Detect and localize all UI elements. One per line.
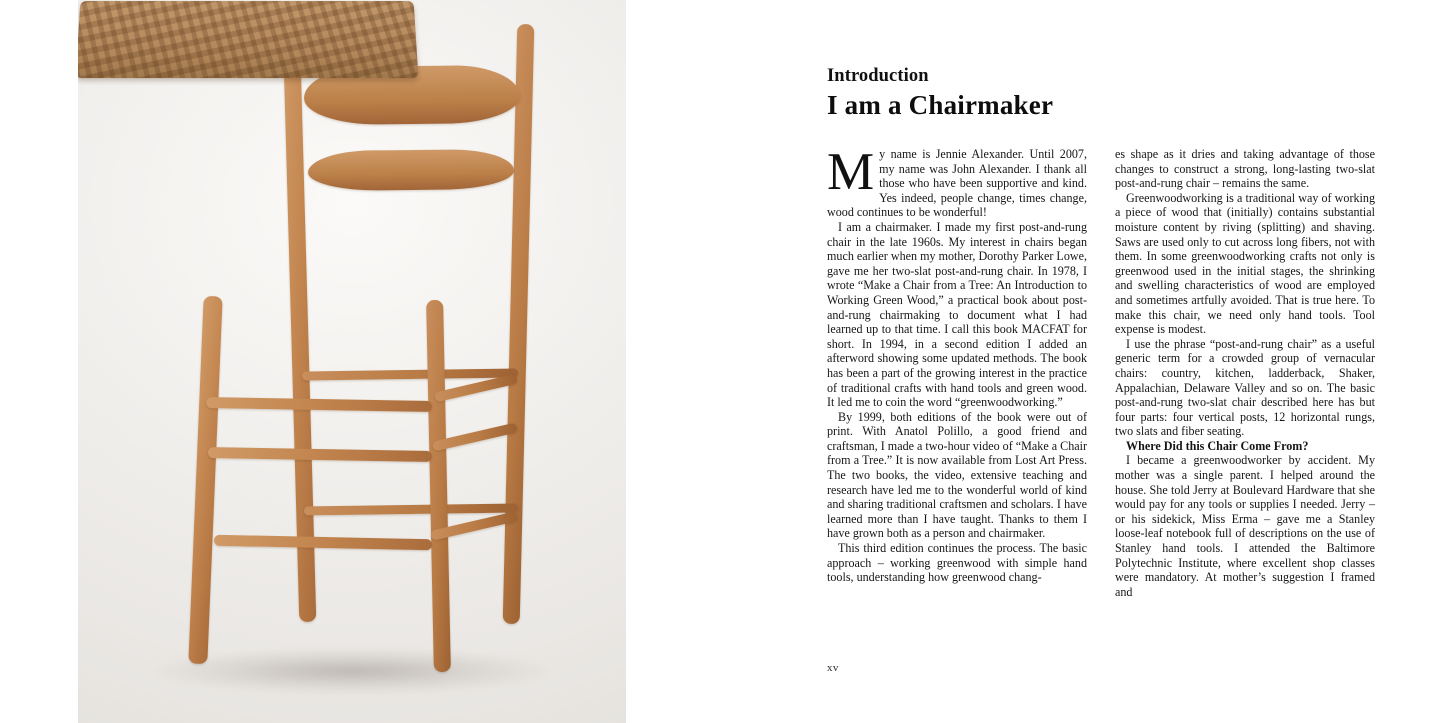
chair-back-post-right — [503, 24, 535, 624]
paragraph-opening-text: y name is Jennie Alexander. Until 2007, my name was John Alexander. I thank all those who have been supportive and kind. Yes indeed, people change, times change, wood continues to be wonderful! — [827, 147, 1087, 220]
paragraph: This third edition continues the process. The basic approach – working greenwood with simple hand tools, understanding how greenwood chang- — [827, 541, 1087, 585]
column-left — [827, 143, 1087, 599]
text-columns — [827, 143, 1375, 599]
drop-cap: M — [827, 143, 875, 201]
left-page — [0, 0, 722, 723]
ladderback-chair — [78, 0, 626, 723]
chapter-text-block — [827, 66, 1375, 599]
chair-slat-lower — [308, 149, 514, 191]
paragraph: Greenwoodworking is a traditional way of working a piece of wood that (initially) contains substantial moisture content by riving (splitting) and shaving. Saws are used only to cut across long fibers, not with them. In some greenwoodworking crafts not only is greenwood used in the initial stages, the shrinking and swelling characteristics of wood are employed and sometimes artfully avoided. That is true here. To make this chair, we need only hand tools. Tool expense is modest. — [1115, 190, 1375, 337]
paragraph-opening — [827, 143, 1087, 220]
page-number: xv — [827, 662, 839, 674]
chair-front-leg-right — [426, 300, 451, 672]
page-title: I am a Chairmaker — [827, 90, 1054, 120]
chair-rung-front-middle — [208, 447, 432, 462]
paragraph: I am a chairmaker. I made my first post-and-rung chair in the late 1960s. My interest in chairs began much earlier when my mother, Dorothy Parker Lowe, gave me her two-slat post-and-rung chair. In 1978, I wrote “Make a Chair from a Tree: An Introduction to Working Green Wood,” a practical book about post-and-rung chairmaking to document what I had learned up to that time. I call this book MACFAT for short. In 1994, in a second edition I added an afterword showing some updated methods. The book has been a part of the growing interest in the practice of traditional crafts with hand tools and green wood. It led me to coin the word “greenwoodworking.” — [827, 219, 1087, 410]
chair-rung-back-upper — [302, 368, 518, 380]
paragraph: I became a greenwoodworker by accident. My mother was a single parent. I helped around the house. She told Jerry at Boulevard Hardware that she would pay for any tools or supplies I needed. Jerry – or his sidekick, Miss Erma – gave me a Stanley loose-leaf notebook full of descriptions on the use of Stanley hand tools. I attended the Baltimore Polytechnic Institute, where excellent shop classes were mandatory. At mother’s suggestion I framed and — [1115, 453, 1375, 599]
chair-back-post-left — [283, 26, 317, 622]
chair-rung-front-lower — [214, 535, 432, 551]
paragraph: I use the phrase “post-and-rung chair” as a useful generic term for a crowded group of vernacular chairs: country, kitchen, ladderback, Shaker, Appalachian, Delaware Valley and so on. The basic post-and-rung two-slat chair described here has but four parts: four vertical posts, 12 horizontal rungs, two slats and fiber seating. — [1115, 336, 1375, 439]
chair-front-leg-left — [188, 296, 222, 664]
chair-photograph — [78, 0, 626, 723]
right-page — [722, 0, 1445, 723]
paragraph: es shape as it dries and taking advantage of those changes to construct a strong, long-lasting two-slat post-and-rung chair – remains the same. — [1115, 147, 1375, 191]
chair-rung-back-lower — [304, 504, 518, 516]
chair-woven-seat — [78, 1, 418, 78]
chapter-eyebrow: Introduction — [827, 66, 929, 86]
chair-rung-front-upper — [206, 397, 432, 412]
column-right — [1115, 147, 1375, 599]
section-subheading: Where Did this Chair Come From? — [1126, 438, 1309, 453]
paragraph: By 1999, both editions of the book were out of print. With Anatol Polillo, a good friend and craftsman, I made a two-hour video of “Make a Chair from a Tree.” It is now available from Lost Art Press. The two books, the video, extensive teaching and research have led me to the wonderful world of kind and sharing traditional craftsmen and scholars. I have learned more than I have taught. Thanks to them I have grown both as a person and chairmaker. — [827, 409, 1087, 541]
